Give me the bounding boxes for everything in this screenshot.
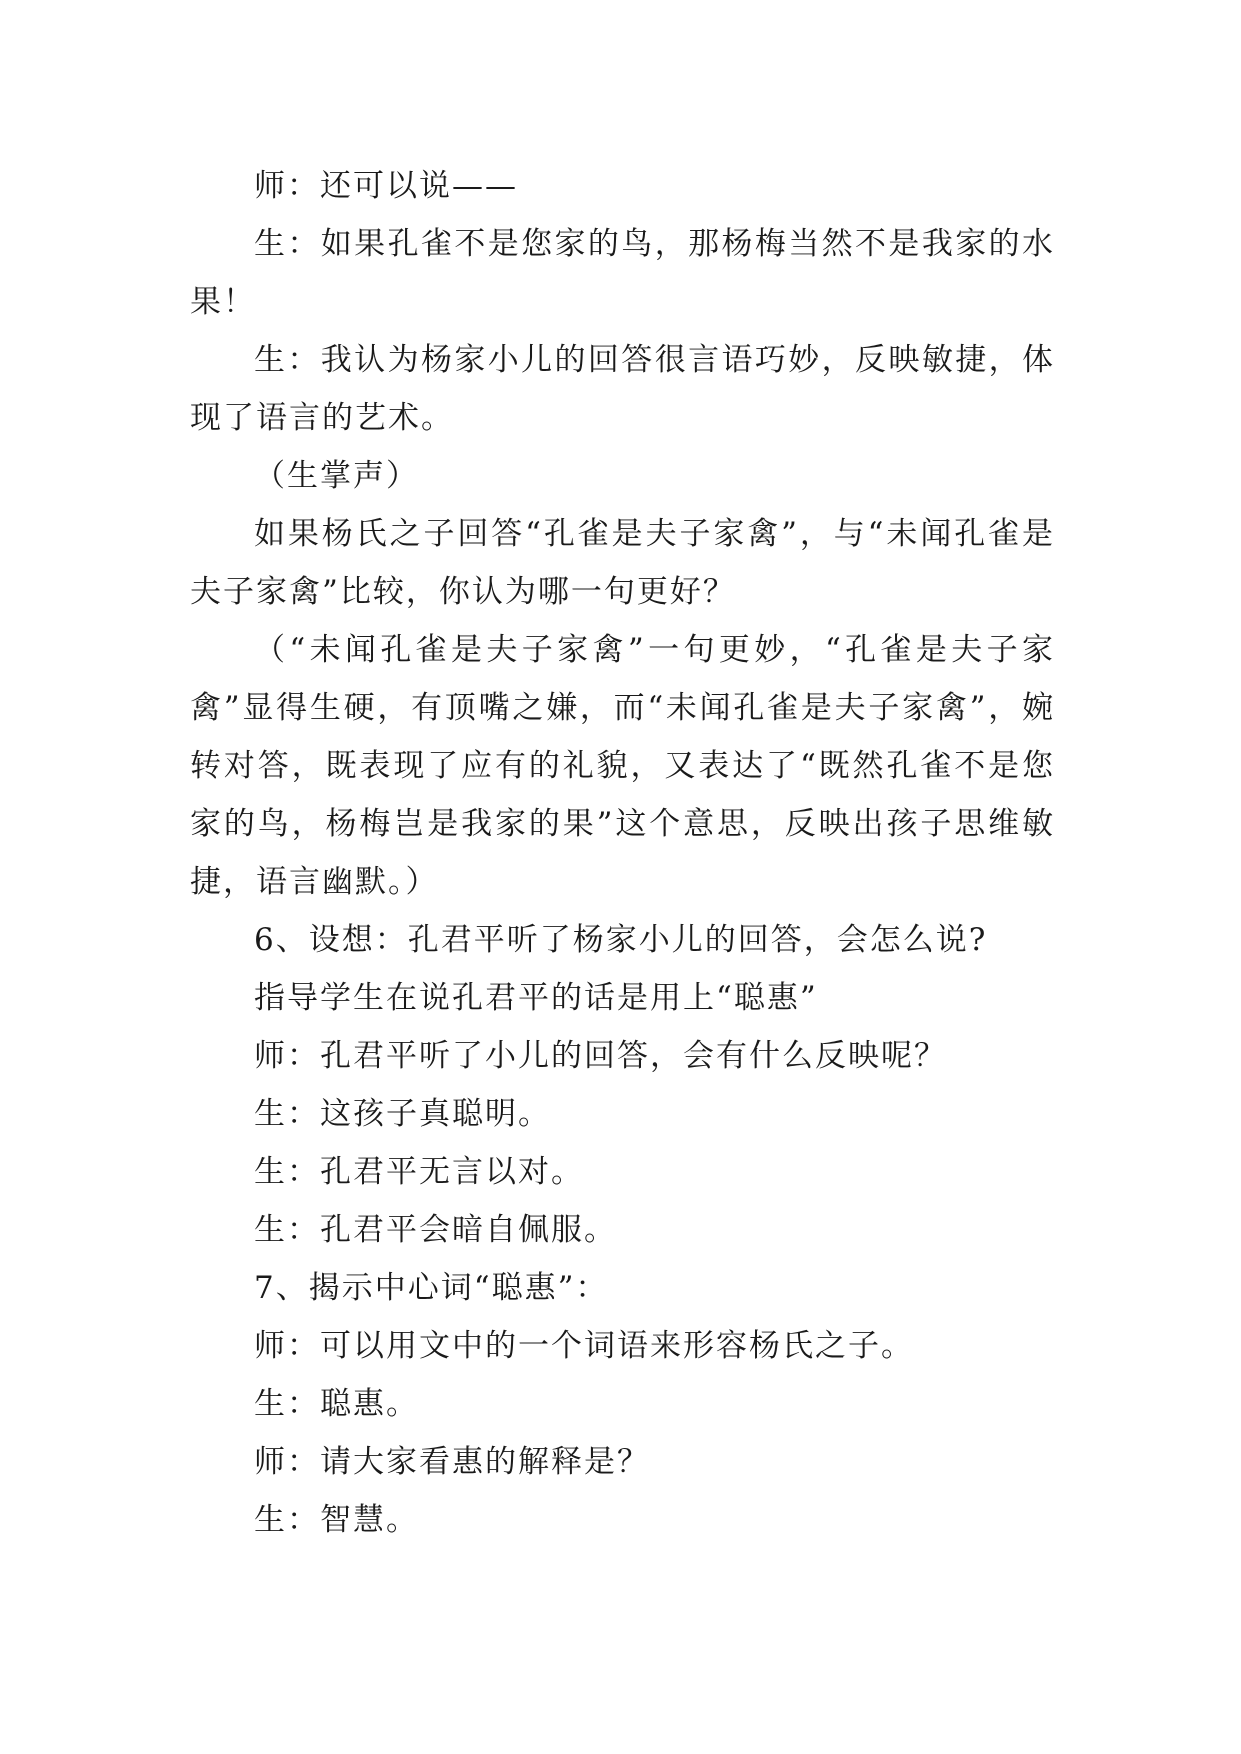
paragraph: 生：如果孔雀不是您家的鸟，那杨梅当然不是我家的水果！ bbox=[190, 226, 1055, 320]
paragraph: 指导学生在说孔君平的话是用上“聪惠” bbox=[254, 980, 818, 1016]
paragraph: 生：孔君平会暗自佩服。 bbox=[254, 1212, 617, 1248]
paragraph: 如果杨氏之子回答“孔雀是夫子家禽”，与“未闻孔雀是夫子家禽”比较，你认为哪一句更好？ bbox=[190, 516, 1055, 610]
paragraph: 生：聪惠。 bbox=[254, 1386, 419, 1422]
paragraph: 生：我认为杨家小儿的回答很言语巧妙，反映敏捷，体现了语言的艺术。 bbox=[190, 342, 1055, 436]
paragraph: 师：请大家看惠的解释是？ bbox=[254, 1444, 650, 1480]
paragraph: 师：还可以说—— bbox=[254, 168, 518, 204]
paragraph: 生：这孩子真聪明。 bbox=[254, 1096, 551, 1132]
paragraph: 生：智慧。 bbox=[254, 1502, 419, 1538]
paragraph: 生：孔君平无言以对。 bbox=[254, 1154, 584, 1190]
paragraph: （生掌声） bbox=[254, 458, 419, 494]
paragraph: 师：可以用文中的一个词语来形容杨氏之子。 bbox=[254, 1328, 914, 1364]
paragraph: 7、揭示中心词“聪惠”： bbox=[254, 1270, 609, 1306]
document-body bbox=[190, 157, 1055, 1549]
paragraph: 6、设想：孔君平听了杨家小儿的回答，会怎么说? bbox=[254, 922, 988, 958]
paragraph: （“未闻孔雀是夫子家禽”一句更妙，“孔雀是夫子家禽”显得生硬，有顶嘴之嫌，而“未闻孔雀是夫子家禽”，婉转对答，既表现了应有的礼貌，又表达了“既然孔雀不是您家的鸟，杨梅岂是我家的果”这个意思，反映出孩子思维敏捷，语言幽默。） bbox=[190, 632, 1055, 900]
paragraph: 师：孔君平听了小儿的回答，会有什么反映呢？ bbox=[254, 1038, 947, 1074]
